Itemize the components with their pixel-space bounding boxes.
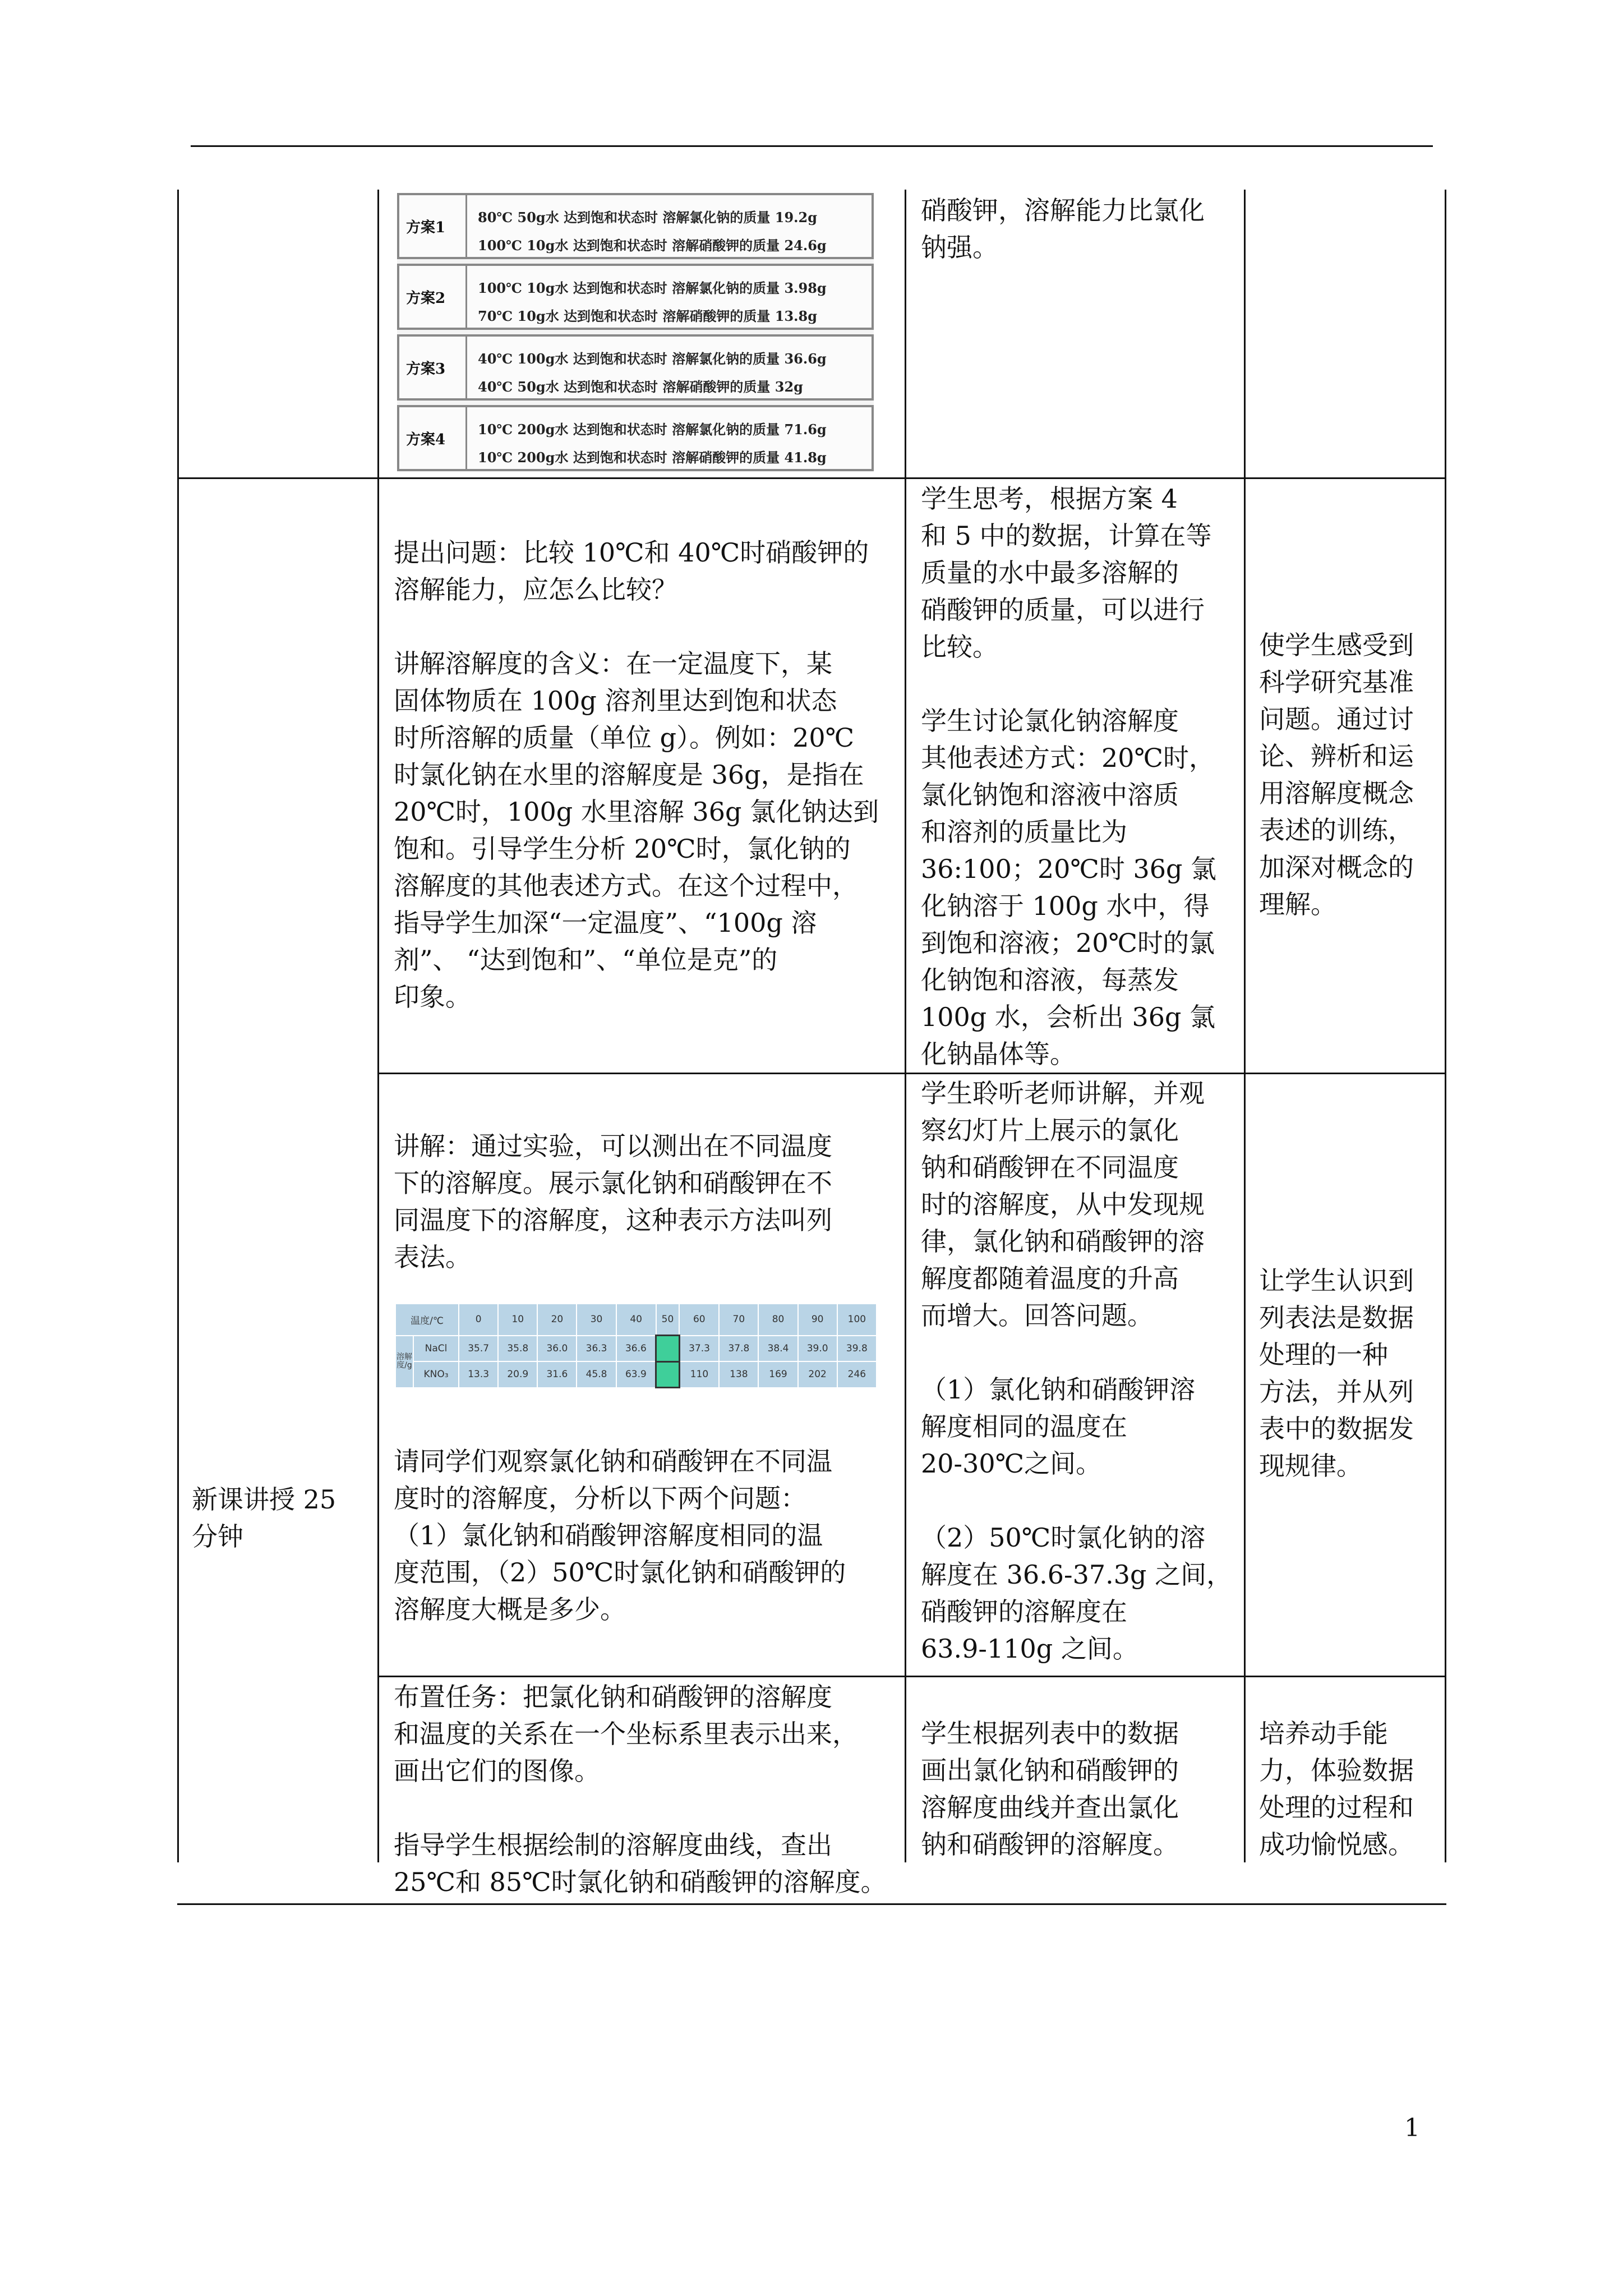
- text-line: （2）50℃时氯化钠的溶: [921, 1522, 1206, 1553]
- blank-highlight-cell: [656, 1336, 680, 1361]
- text-line: 钠和硝酸钾在不同温度: [921, 1152, 1179, 1182]
- plan-name: 方案3: [406, 360, 446, 378]
- plan-divider: [465, 266, 467, 328]
- temp-cell: 40: [616, 1304, 656, 1336]
- text-line: 和温度的关系在一个坐标系里表示出来，: [394, 1719, 858, 1749]
- row2-intent-cell: [1259, 1262, 1414, 1484]
- row3-teacher-cell: [394, 1678, 887, 1901]
- text-line: （1）氯化钠和硝酸钾溶解度相同的温: [394, 1520, 823, 1550]
- table-row: [395, 1361, 877, 1387]
- value-cell: 38.4: [758, 1336, 797, 1361]
- value-cell: 35.8: [498, 1336, 537, 1361]
- temp-cell: 50: [656, 1304, 680, 1336]
- text-line: 让学生认识到: [1259, 1266, 1414, 1296]
- stage-label: [192, 1481, 336, 1555]
- row1-intent-cell: [1259, 627, 1414, 923]
- text-line: 溶解能力，应怎么比较？: [394, 574, 677, 605]
- value-cell: 39.0: [798, 1336, 837, 1361]
- text-line: 处理的过程和: [1259, 1792, 1414, 1823]
- value-cell: 63.9: [616, 1361, 656, 1387]
- text-line: 时的溶解度，从中发现规: [921, 1189, 1205, 1220]
- plan-line: 40℃ 50g水 达到饱和状态时 溶解硝酸钾的质量 32g: [478, 379, 803, 395]
- value-cell: 20.9: [498, 1361, 537, 1387]
- text-line: 硝酸钾的质量，可以进行: [921, 595, 1205, 625]
- text-line: 学生聆听老师讲解，并观: [921, 1078, 1205, 1108]
- text-line: 讲解：通过实验，可以测出在不同温度: [394, 1131, 832, 1161]
- plan-divider: [465, 407, 467, 469]
- text-line: 钠强。: [921, 232, 998, 263]
- text-line: 度范围，（2）50℃时氯化钠和硝酸钾的: [394, 1557, 846, 1588]
- solubility-table: [395, 1303, 877, 1388]
- temp-cell: 70: [719, 1304, 758, 1336]
- value-cell: 35.7: [459, 1336, 498, 1361]
- row2-teacher-intro: [394, 1128, 832, 1276]
- side-label: 溶解度/g: [395, 1336, 413, 1388]
- text-line: 硝酸钾的溶解度在: [921, 1596, 1127, 1627]
- row1-student-cell: [921, 480, 1216, 1073]
- text-line: 溶解度曲线并查出氯化: [921, 1792, 1179, 1823]
- value-cell: 13.3: [459, 1361, 498, 1387]
- value-cell: 45.8: [577, 1361, 616, 1387]
- value-cell: 36.6: [616, 1336, 656, 1361]
- value-cell: 39.8: [837, 1336, 877, 1361]
- text-line: 下的溶解度。展示氯化钠和硝酸钾在不: [394, 1168, 832, 1198]
- plan-box-2: [397, 264, 874, 330]
- row3-intent-cell: [1259, 1715, 1414, 1863]
- text-line: 指导学生根据绘制的溶解度曲线，查出: [394, 1830, 832, 1860]
- text-line: 时氯化钠在水里的溶解度是 36g，是指在: [394, 760, 864, 790]
- text-line: 25℃和 85℃时氯化钠和硝酸钾的溶解度。: [394, 1867, 887, 1897]
- text-line: 63.9-110g 之间。: [921, 1634, 1138, 1664]
- table-row: [395, 1336, 877, 1361]
- text-line: 加深对概念的: [1259, 852, 1414, 882]
- row-divider-1: [177, 477, 1446, 479]
- text-line: 分钟: [192, 1521, 243, 1552]
- text-line: 培养动手能: [1259, 1718, 1388, 1749]
- header-rule: [191, 145, 1433, 147]
- table-border-right: [1445, 190, 1446, 1862]
- temp-cell: 20: [537, 1304, 577, 1336]
- text-line: 学生根据列表中的数据: [921, 1718, 1179, 1749]
- plan-line: 10℃ 200g水 达到饱和状态时 溶解硝酸钾的质量 41.8g: [478, 449, 827, 466]
- text-line: 化钠饱和溶液，每蒸发: [921, 965, 1179, 995]
- text-line: 布置任务：把氯化钠和硝酸钾的溶解度: [394, 1682, 832, 1712]
- text-line: 列表法是数据: [1259, 1303, 1414, 1333]
- text-line: 时所溶解的质量（单位 g）。例如：20℃: [394, 723, 855, 753]
- text-line: 溶解度的其他表述方式。在这个过程中，: [394, 871, 858, 901]
- text-line: 氯化钠饱和溶液中溶质: [921, 780, 1179, 810]
- value-cell: 37.3: [679, 1336, 719, 1361]
- value-cell: 36.3: [577, 1336, 616, 1361]
- text-line: 察幻灯片上展示的氯化: [921, 1115, 1179, 1145]
- text-line: 硝酸钾，溶解能力比氯化: [921, 195, 1205, 226]
- plan-line: 40℃ 100g水 达到饱和状态时 溶解氯化钠的质量 36.6g: [478, 351, 827, 367]
- text-line: 使学生感受到: [1259, 630, 1414, 660]
- temp-cell: 30: [577, 1304, 616, 1336]
- text-line: 科学研究基准: [1259, 667, 1414, 697]
- table-divider-teacher: [905, 190, 906, 1862]
- row3-student-cell: [921, 1715, 1179, 1863]
- text-line: 而增大。回答问题。: [921, 1300, 1153, 1331]
- temp-cell: 60: [679, 1304, 719, 1336]
- table-border-left: [177, 190, 179, 1862]
- text-line: 用溶解度概念: [1259, 778, 1414, 808]
- text-line: 解度相同的温度在: [921, 1411, 1127, 1442]
- substance-name: KNO₃: [413, 1361, 459, 1387]
- text-line: 指导学生加深“一定温度”、“100g 溶: [394, 908, 817, 938]
- text-line: 其他表述方式：20℃时，: [921, 743, 1215, 773]
- text-line: 和 5 中的数据，计算在等: [921, 521, 1212, 551]
- temp-cell: 100: [837, 1304, 877, 1336]
- text-line: 度时的溶解度，分析以下两个问题：: [394, 1483, 806, 1513]
- table-border-bottom: [177, 1903, 1446, 1905]
- page-number: 1: [1404, 2114, 1420, 2142]
- row0-student-cell: [921, 192, 1205, 266]
- text-line: 提出问题：比较 10℃和 40℃时硝酸钾的: [394, 537, 869, 568]
- text-line: 表中的数据发: [1259, 1414, 1414, 1444]
- text-line: 到饱和溶液；20℃时的氯: [921, 928, 1215, 958]
- text-line: 讲解溶解度的含义：在一定温度下，某: [394, 648, 832, 679]
- text-line: 画出氯化钠和硝酸钾的: [921, 1755, 1179, 1786]
- text-line: 钠和硝酸钾的溶解度。: [921, 1829, 1179, 1860]
- text-line: 溶解度大概是多少。: [394, 1594, 626, 1625]
- text-line: 成功愉悦感。: [1259, 1829, 1414, 1860]
- plan-name: 方案4: [406, 431, 446, 448]
- temp-cell: 0: [459, 1304, 498, 1336]
- text-line: 表述的训练，: [1259, 815, 1414, 845]
- plan-line: 100℃ 10g水 达到饱和状态时 溶解氯化钠的质量 3.98g: [478, 280, 827, 296]
- plan-box-3: [397, 334, 874, 401]
- text-line: 解度都随着温度的升高: [921, 1263, 1179, 1294]
- row1-teacher-cell: [394, 534, 879, 1015]
- value-cell: 31.6: [537, 1361, 577, 1387]
- temp-cell: 10: [498, 1304, 537, 1336]
- plans-image: [397, 193, 874, 472]
- text-line: 比较。: [921, 632, 998, 662]
- text-line: 学生讨论氯化钠溶解度: [921, 706, 1179, 736]
- value-cell: 169: [758, 1361, 797, 1387]
- text-line: 解度在 36.6-37.3g 之间，: [921, 1559, 1233, 1590]
- blank-highlight-cell: [656, 1361, 680, 1387]
- text-line: 理解。: [1259, 889, 1336, 919]
- text-line: 化钠溶于 100g 水中，得: [921, 891, 1210, 921]
- plan-line: 10℃ 200g水 达到饱和状态时 溶解氯化钠的质量 71.6g: [478, 421, 827, 438]
- text-line: 质量的水中最多溶解的: [921, 558, 1179, 588]
- text-line: 方法，并从列: [1259, 1377, 1414, 1407]
- plan-line: 100℃ 10g水 达到饱和状态时 溶解硝酸钾的质量 24.6g: [478, 237, 827, 254]
- plan-box-4: [397, 405, 874, 471]
- plan-line: 80℃ 50g水 达到饱和状态时 溶解氯化钠的质量 19.2g: [478, 209, 817, 226]
- plan-line: 70℃ 10g水 达到饱和状态时 溶解硝酸钾的质量 13.8g: [478, 308, 817, 324]
- value-cell: 110: [679, 1361, 719, 1387]
- text-line: 和溶剂的质量比为: [921, 817, 1127, 847]
- substance-name: NaCl: [413, 1336, 459, 1361]
- text-line: 处理的一种: [1259, 1340, 1388, 1370]
- text-line: 100g 水，会析出 36g 氯: [921, 1002, 1216, 1032]
- text-line: 饱和。引导学生分析 20℃时，氯化钠的: [394, 834, 851, 864]
- table-divider-stage: [377, 190, 379, 1862]
- row-divider-3: [377, 1676, 1446, 1677]
- row2-student-cell: [921, 1075, 1232, 1667]
- text-line: 力，体验数据: [1259, 1755, 1414, 1786]
- table-row: [395, 1304, 877, 1336]
- value-cell: 138: [719, 1361, 758, 1387]
- text-line: 画出它们的图像。: [394, 1756, 600, 1786]
- row2-teacher-questions: [394, 1443, 846, 1628]
- table-header-label: 温度/℃: [395, 1304, 459, 1336]
- text-line: 印象。: [394, 982, 471, 1012]
- text-line: 学生思考，根据方案 4: [921, 484, 1178, 514]
- table-divider-student: [1244, 190, 1246, 1862]
- text-line: 20℃时，100g 水里溶解 36g 氯化钠达到: [394, 797, 879, 827]
- text-line: （1）氯化钠和硝酸钾溶: [921, 1374, 1196, 1405]
- temp-cell: 90: [798, 1304, 837, 1336]
- text-line: 现规律。: [1259, 1451, 1362, 1481]
- text-line: 律，氯化钠和硝酸钾的溶: [921, 1226, 1205, 1257]
- text-line: 请同学们观察氯化钠和硝酸钾在不同温: [394, 1446, 832, 1476]
- text-line: 固体物质在 100g 溶剂里达到饱和状态: [394, 685, 837, 716]
- text-line: 问题。通过讨: [1259, 704, 1414, 734]
- plan-box-1: [397, 193, 874, 259]
- plan-name: 方案1: [406, 219, 446, 236]
- text-line: 36:100；20℃时 36g 氯: [921, 854, 1217, 884]
- value-cell: 37.8: [719, 1336, 758, 1361]
- text-line: 同温度下的溶解度，这种表示方法叫列: [394, 1205, 832, 1235]
- value-cell: 202: [798, 1361, 837, 1387]
- text-line: 剂”、 “达到饱和”、“单位是克”的: [394, 945, 778, 975]
- plan-name: 方案2: [406, 289, 446, 307]
- text-line: 化钠晶体等。: [921, 1039, 1076, 1069]
- plan-divider: [465, 337, 467, 398]
- text-line: 论、辨析和运: [1259, 741, 1414, 771]
- text-line: 表法。: [394, 1242, 471, 1272]
- value-cell: 36.0: [537, 1336, 577, 1361]
- row-divider-2: [377, 1073, 1446, 1074]
- text-line: 新课讲授 25: [192, 1484, 336, 1515]
- plan-divider: [465, 195, 467, 257]
- text-line: 20-30℃之间。: [921, 1448, 1102, 1479]
- value-cell: 246: [837, 1361, 877, 1387]
- temp-cell: 80: [758, 1304, 797, 1336]
